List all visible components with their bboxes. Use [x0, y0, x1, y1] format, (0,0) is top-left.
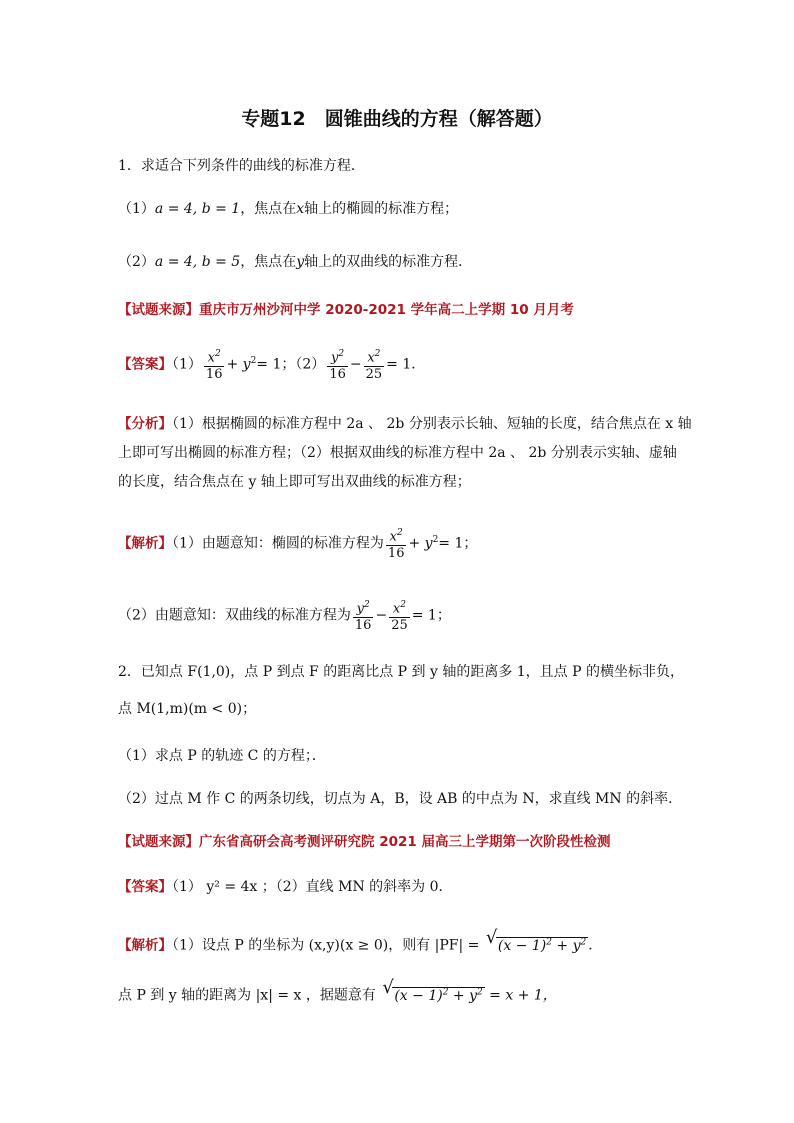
page-title: 专题12 圆锥曲线的方程（解答题）	[241, 108, 553, 130]
q2-source	[118, 832, 610, 852]
q2-answer: 【答案】（1） y² = 4x ；（2）直线 MN 的斜率为 0．	[118, 879, 453, 895]
sqrt-expression: √ $(x - 1)^2 + y^2$	[485, 927, 587, 954]
q1-part2-var: y	[296, 254, 305, 270]
q1-analysis-l3: 的长度，结合焦点在 y 轴上即可写出双曲线的标准方程；	[118, 474, 471, 490]
fraction-x2-16-solution: $\frac{x^2}{16}$	[387, 528, 405, 562]
q1-answer-p1: （1）	[172, 356, 202, 373]
q1-stem: 1．求适合下列条件的曲线的标准方程．	[118, 158, 365, 174]
q1-analysis-tag: 【分析】	[118, 416, 172, 432]
q1-part2	[118, 252, 472, 272]
q1-source-tag: 【试题来源】	[118, 302, 199, 318]
q2-answer-tag: 【答案】	[118, 879, 172, 895]
q2-part2: （2）过点 M 作 C 的两条切线，切点为 A，B，设 AB 的中点为 N，求直线 MN 的斜率．	[118, 791, 683, 807]
q2-solution-l2: 点 P 到 y 轴的距离为 |x| = x ，据题意有 √ $(x - 1)^2 + y^2 = x + 1$，	[118, 977, 557, 1004]
q2-stem-l2: 点 M(1,m)(m < 0)；	[118, 701, 257, 717]
q1-answer-p2: ；（2）	[281, 356, 326, 373]
q1-part2-text: ，焦点在	[240, 254, 297, 270]
sqrt-expression-2: √ $(x - 1)^2 + y^2$	[382, 977, 483, 1004]
q1-part1-var: x	[296, 201, 305, 217]
fraction-x2-25: $\frac{x^2}{25}$	[365, 349, 383, 383]
q2-part1: （1）求点 P 的轨迹 C 的方程；．	[118, 748, 326, 764]
fraction-x2-25-solution: $\frac{x^2}{25}$	[391, 600, 408, 634]
q1-part1-tail: 轴上的椭圆的标准方程；	[304, 201, 459, 217]
q1-solution-l1: 【解析】（1）由题意知：椭圆的标准方程为 $\frac{x^2}{16}$ + $y^2= 1$；	[118, 525, 477, 562]
q1-part1-label: （1）	[118, 201, 155, 217]
q1-part2-label: （2）	[118, 254, 155, 270]
q1-part1-text: ，焦点在	[240, 201, 297, 217]
q1-answer-tag: 【答案】	[118, 356, 172, 373]
q1-analysis-l1: 【分析】（1）根据椭圆的标准方程中 2a 、 2b 分别表示长轴、短轴的长度，结合焦点在 x 轴	[118, 416, 692, 432]
q1-analysis-l2: 上即可写出椭圆的标准方程；（2）根据双曲线的标准方程中 2a 、 2b 分别表示实轴、虚轴	[118, 445, 677, 461]
q1-solution-l2: （2）由题意知：双曲线的标准方程为 $\frac{y^2}{16}$ − $\frac{x^2}{25}$ = 1；	[118, 597, 451, 634]
fraction-y2-16: $\frac{y^2}{16}$	[329, 349, 346, 383]
q1-source-text: 重庆市万州沙河中学 2020-2021 学年高二上学期 10 月月考	[199, 302, 574, 318]
q2-solution-tag: 【解析】	[118, 937, 172, 954]
q1-part1	[118, 199, 458, 219]
q1-part1-math: a = 4, b = 1	[154, 201, 241, 217]
q1-source	[118, 300, 574, 320]
q2-source-text: 广东省高研会高考测评研究院 2021 届高三上学期第一次阶段性检测	[199, 834, 611, 850]
q1-part2-tail: 轴上的双曲线的标准方程．	[304, 254, 473, 270]
fraction-y2-16-solution: $\frac{y^2}{16}$	[354, 600, 372, 634]
q2-stem-l1: 2．已知点 F(1,0)，点 P 到点 F 的距离比点 P 到 y 轴的距离多 1，且点 P 的横坐标非负，	[118, 664, 685, 680]
q2-source-tag: 【试题来源】	[118, 834, 199, 850]
q1-part2-math: a = 4, b = 5	[154, 254, 241, 270]
q2-solution-l1: 【解析】（1）设点 P 的坐标为 (x,y)(x ≥ 0)，则有 |PF| = √ $(x - 1)^2 + y^2$ ．	[118, 927, 603, 954]
q1-solution-tag: 【解析】	[118, 535, 172, 552]
q1-answer: 【答案】（1） $\frac{x^2}{16}$ + $y^2= 1$；（2） $\frac{y^2}{16}$ − $\frac{x^2}{25}$ = 1．	[118, 346, 425, 383]
fraction-x2-16: $\frac{x^2}{16}$	[205, 349, 223, 383]
